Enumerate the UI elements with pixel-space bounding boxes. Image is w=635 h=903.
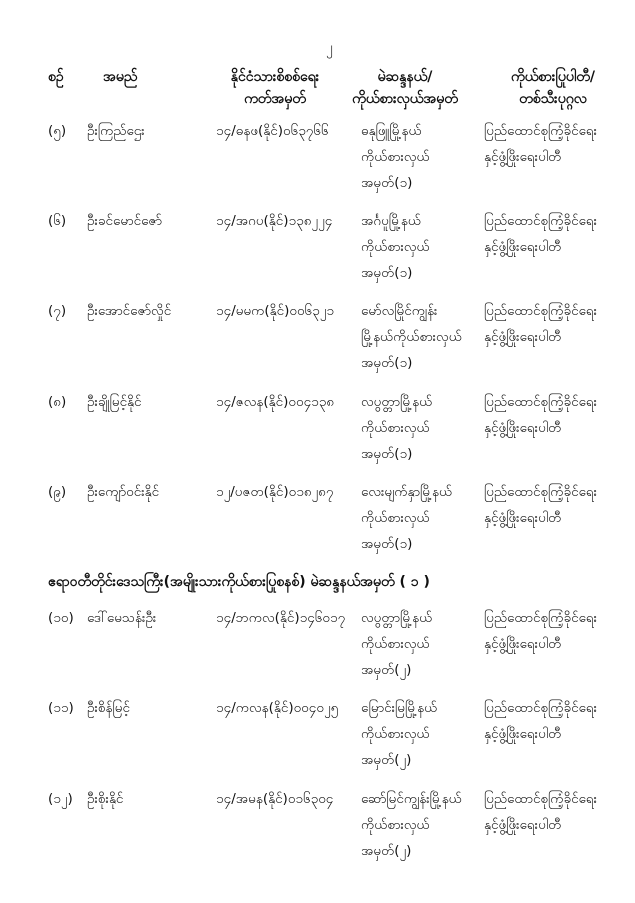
header-party-line-1: ကိုယ်စားပြုပါတီ/ [511,69,595,85]
party [484,118,624,170]
constituency-line: မော်လမြိုင်ကျွန်း [361,303,438,319]
constituency-line: ကိုယ်စားလှယ် [361,510,430,526]
constituency-line: အမှတ်(၂) [361,752,412,768]
citizen-id: ၁၄/ဇလန(နိုင်)၀၀၄၁၃၈ [216,394,335,410]
row-number: (၁၀) [48,610,74,626]
constituency [361,298,479,376]
header-id [205,66,345,110]
party-line: နှင့်ဖွံ့ဖြိုးရေးပါတီ [484,636,562,652]
candidate-name: ဦးကျော်ဝင်းနိုင် [87,484,160,500]
row-number: (၉) [48,484,67,500]
header-id-line-2: ကတ်အမှတ် [244,91,306,107]
party-line: ပြည်ထောင်စုကြံ့ခိုင်ရေး [484,791,598,807]
table-row [0,605,635,701]
page-number: ၂ [326,40,333,56]
row-number: (၁၁) [48,700,74,716]
party-line: နှင့်ဖွံ့ဖြိုးရေးပါတီ [484,329,562,345]
constituency-line: မြောင်းမြမြို့နယ် [361,700,438,716]
constituency-line: အင်္ဂပူမြို့နယ် [361,213,421,229]
constituency-line: အမှတ်(၁) [361,355,413,371]
party [484,479,624,531]
party-line: ပြည်ထောင်စုကြံ့ခိုင်ရေး [484,610,598,626]
constituency-line: ကိုယ်စားလှယ် [361,149,430,165]
party [484,695,624,747]
candidate-name: ဦးစိန်မြင့် [87,700,130,716]
row-number: (၁၂) [48,791,73,807]
constituency-line: အမှတ်(၁) [361,536,413,552]
constituency [361,786,479,864]
candidate-name: ဦးအောင်ဇော်လှိုင် [87,303,172,319]
party-line: ပြည်ထောင်စုကြံ့ခိုင်ရေး [484,123,598,139]
header-party-line-2: တစ်သီးပုဂ္ဂလ [519,91,587,107]
party-line: ပြည်ထောင်စုကြံ့ခိုင်ရေး [484,484,598,500]
constituency-line: ဓနုဖြူမြို့နယ် [361,123,422,139]
constituency-line: ကိုယ်စားလှယ် [361,817,430,833]
constituency-line: လပွတ္တာမြို့နယ် [361,610,433,626]
header-party [478,66,628,110]
constituency-line: အမှတ်(၁) [361,265,413,281]
constituency [361,208,479,286]
party-line: နှင့်ဖွံ့ဖြိုးရေးပါတီ [484,420,562,436]
constituency-line: ကိုယ်စားလှယ် [361,726,430,742]
table-row [0,389,635,485]
constituency [361,479,479,557]
party-line: နှင့်ဖွံ့ဖြိုးရေးပါတီ [484,817,562,833]
table-row [0,786,635,882]
party-line: နှင့်ဖွံ့ဖြိုးရေးပါတီ [484,149,562,165]
row-number: (၆) [48,213,67,229]
constituency-line: လပွတ္တာမြို့နယ် [361,394,433,410]
citizen-id: ၁၄/မမက(နိုင်)၀၀၆၃၂၁ [216,303,334,319]
table-row [0,695,635,791]
candidate-name: ဒေါ်မေသန်းဦး [87,610,157,626]
constituency [361,389,479,467]
row-number: (၅) [48,123,67,139]
party-line: ပြည်ထောင်စုကြံ့ခိုင်ရေး [484,700,598,716]
party [484,298,624,350]
citizen-id: ၁၄/အမန(နိုင်)၀၁၆၃၀၄ [216,791,334,807]
party [484,389,624,441]
citizen-id: ၁၄/ဓနဖ(နိုင်)၀၆၃၇၆၆ [216,123,329,139]
row-number: (၈) [48,394,67,410]
citizen-id: ၁၄/အဂပ(နိုင်)၁၃၈၂၂၄ [216,213,333,229]
constituency-line: ကိုယ်စားလှယ် [361,636,430,652]
constituency-line: အမှတ်(၂) [361,843,412,859]
constituency-line: ဆော်မြင်ကျွန်းမြို့နယ် [361,791,462,807]
candidate-name: ဦးချိုမြင့်နိုင် [87,394,142,410]
candidate-name: ဦးစိုးနိုင် [87,791,124,807]
party-line: ပြည်ထောင်စုကြံ့ခိုင်ရေး [484,303,598,319]
citizen-id: ၁၄/ဘကလ(နိုင်)၁၄၆၀၁၇ [216,610,346,626]
header-no: စဉ် [48,69,64,85]
party-line: နှင့်ဖွံ့ဖြိုးရေးပါတီ [484,239,562,255]
constituency-line: ကိုယ်စားလှယ် [361,420,430,436]
header-name: အမည် [103,69,138,85]
constituency-line: အမှတ်(၁) [361,446,413,462]
constituency-line: မြို့နယ်ကိုယ်စားလှယ် [361,329,462,345]
citizen-id: ၁၄/ကလန(နိုင်)၀၀၄၀၂၅ [216,700,339,716]
constituency [361,605,479,683]
citizen-id: ၁၂/ပဇတ(နိုင်)၀၁၈၂၈၇ [216,484,334,500]
constituency-line: အမှတ်(၂) [361,662,412,678]
constituency [361,118,479,196]
table-row [0,208,635,304]
constituency-line: အမှတ်(၁) [361,175,413,191]
header-constituency-line-2: ကိုယ်စားလှယ်အမှတ် [352,91,458,107]
party-line: ပြည်ထောင်စုကြံ့ခိုင်ရေး [484,394,598,410]
table-row [0,479,635,575]
party [484,208,624,260]
party [484,605,624,657]
row-number: (၇) [48,303,67,319]
header-constituency [335,66,475,110]
table-row [0,298,635,394]
party-line: နှင့်ဖွံ့ဖြိုးရေးပါတီ [484,510,562,526]
party [484,786,624,838]
header-id-line-1: နိုင်ငံသားစိစစ်ရေး [230,69,320,85]
party-line: ပြည်ထောင်စုကြံ့ခိုင်ရေး [484,213,598,229]
header-constituency-line-1: မဲဆန္ဒနယ်/ [377,69,433,85]
party-line: နှင့်ဖွံ့ဖြိုးရေးပါတီ [484,726,562,742]
candidate-name: ဦးကြည်ဌေး [87,123,145,139]
constituency-line: လေးမျက်နှာမြို့နယ် [361,484,453,500]
constituency [361,695,479,773]
candidate-name: ဦးခင်မောင်ဇော် [87,213,162,229]
section-heading: ဧရာဝတီတိုင်းဒေသကြီး(အမျိုးသားကိုယ်စားပြုစနစ်) မဲဆန္ဒနယ်အမှတ် ( ၁ ) [48,574,430,590]
constituency-line: ကိုယ်စားလှယ် [361,239,430,255]
table-row [0,118,635,214]
